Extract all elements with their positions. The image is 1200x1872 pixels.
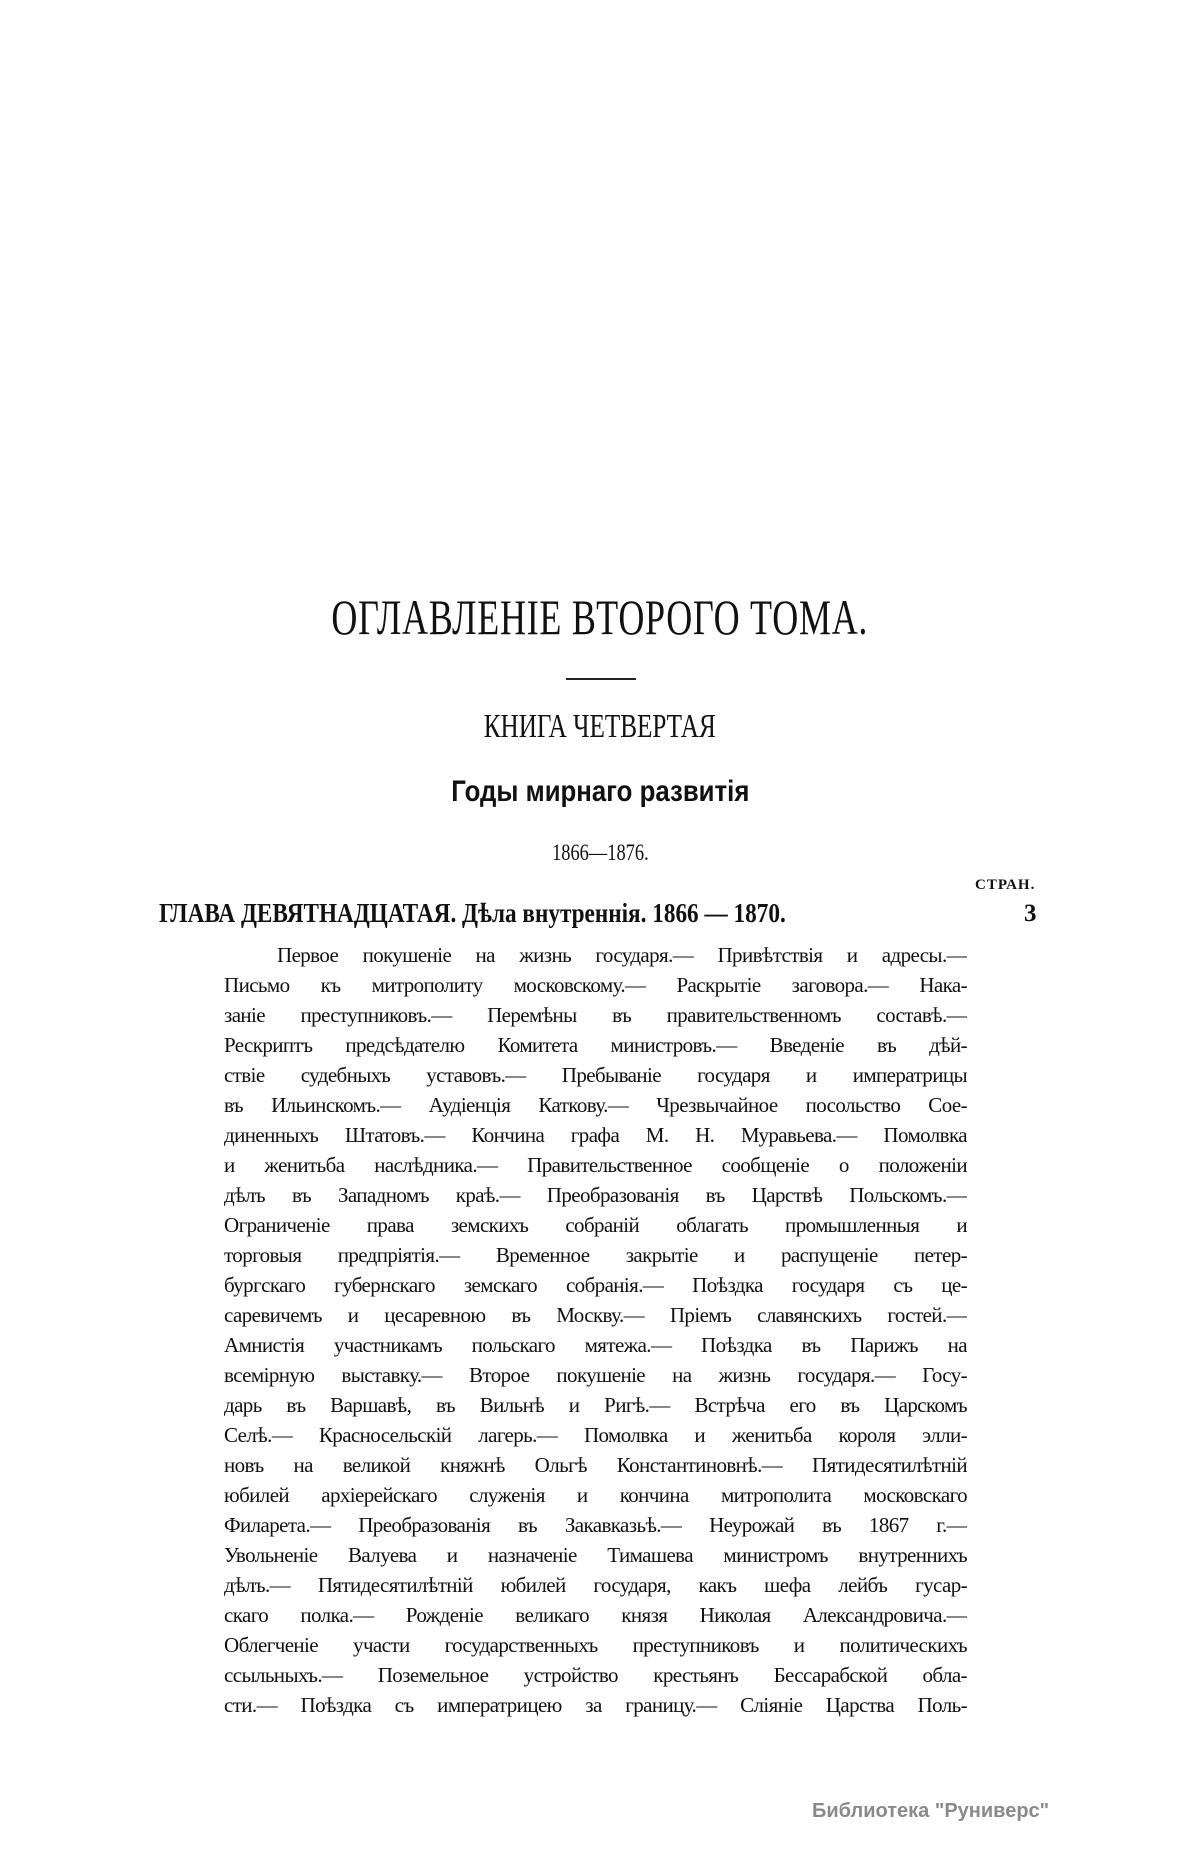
chapter-summary xyxy=(224,940,967,1720)
summary-line: сти.— Поѣздка съ императрицею за границу.— Сліяніе Царства Поль- xyxy=(224,1693,967,1717)
summary-line: всемірную выставку.— Второе покушеніе на жизнь государя.— Госу- xyxy=(224,1363,967,1387)
summary-line: дѣлъ въ Западномъ краѣ.— Преобразованія въ Царствѣ Польскомъ.— xyxy=(224,1183,967,1207)
book-subtitle-text: Годы мирнаго развитія xyxy=(450,775,750,808)
summary-line: скаго полка.— Рожденіе великаго князя Николая Александровича.— xyxy=(224,1603,967,1627)
book-subtitle xyxy=(0,775,1200,809)
summary-line: Письмо къ митрополиту московскому.— Раскрытіе заговора.— Нака- xyxy=(224,973,967,997)
chapter-page-number: 3 xyxy=(1024,900,1037,927)
summary-line: и женитьба наслѣдника.— Правительственное сообщеніе о положеніи xyxy=(224,1153,967,1177)
summary-line: торговыя предпріятія.— Временное закрытіе и распущеніе петер- xyxy=(224,1243,967,1267)
summary-line: Рескриптъ предсѣдателю Комитета министровъ.— Введеніе въ дѣй- xyxy=(224,1033,967,1057)
summary-line: диненныхъ Штатовъ.— Кончина графа М. Н. Муравьева.— Помолвка xyxy=(224,1123,967,1147)
summary-line: ссыльныхъ.— Поземельное устройство крестьянъ Бессарабской обла- xyxy=(224,1663,967,1687)
summary-line: юбилей архіерейскаго служенія и кончина митрополита московскаго xyxy=(224,1483,967,1507)
summary-line: Селѣ.— Красносельскій лагерь.— Помолвка и женитьба короля элли- xyxy=(224,1423,967,1447)
summary-line: заніе преступниковъ.— Перемѣны въ правительственномъ составѣ.— xyxy=(224,1003,967,1027)
page-title xyxy=(0,588,1200,646)
book-years-text: 1866—1876. xyxy=(551,840,649,865)
summary-line: Облегченіе участи государственныхъ преступниковъ и политическихъ xyxy=(224,1633,967,1657)
summary-line: ствіе судебныхъ уставовъ.— Пребываніе государя и императрицы xyxy=(224,1063,967,1087)
summary-line: Первое покушеніе на жизнь государя.— Привѣтствія и адресы.— xyxy=(277,943,967,967)
library-watermark: Библиотека "Руниверс" xyxy=(812,1800,1050,1822)
chapter-heading xyxy=(159,898,949,929)
summary-line: саревичемъ и цесаревною въ Москву.— Пріемъ славянскихъ гостей.— xyxy=(224,1303,967,1327)
summary-line: дарь въ Варшавѣ, въ Вильнѣ и Ригѣ.— Встрѣча его въ Царскомъ xyxy=(224,1393,967,1417)
summary-line: Ограниченіе права земскихъ собраній облагать промышленныя и xyxy=(224,1213,967,1237)
summary-line: въ Ильинскомъ.— Аудіенція Каткову.— Чрезвычайное посольство Сое- xyxy=(224,1093,967,1117)
summary-line: бургскаго губернскаго земскаго собранія.— Поѣздка государя съ це- xyxy=(224,1273,967,1297)
summary-line: Филарета.— Преобразованія въ Закавказьѣ.— Неурожай въ 1867 г.— xyxy=(224,1513,967,1537)
page-title-text: ОГЛАВЛЕНІЕ ВТОРОГО ТОМА. xyxy=(331,589,869,645)
book-years xyxy=(0,840,1200,866)
book-heading xyxy=(0,708,1200,746)
book-heading-text: КНИГА ЧЕТВЕРТАЯ xyxy=(483,708,716,745)
chapter-heading-text: ГЛАВА ДЕВЯТНАДЦАТАЯ. Дѣла внутреннія. 1866 — 1870. xyxy=(159,898,786,928)
page-column-label: СТРАН. xyxy=(975,877,1036,893)
summary-line: Увольненіе Валуева и назначеніе Тимашева министромъ внутреннихъ xyxy=(224,1543,967,1567)
summary-line: новъ на великой княжнѣ Ольгѣ Константиновнѣ.— Пятидесятилѣтній xyxy=(224,1453,967,1477)
summary-line: Амнистія участникамъ польскаго мятежа.— Поѣздка въ Парижъ на xyxy=(224,1333,967,1357)
summary-line: дѣлъ.— Пятидесятилѣтній юбилей государя, какъ шефа лейбъ гусар- xyxy=(224,1573,967,1597)
divider-rule xyxy=(566,678,636,680)
